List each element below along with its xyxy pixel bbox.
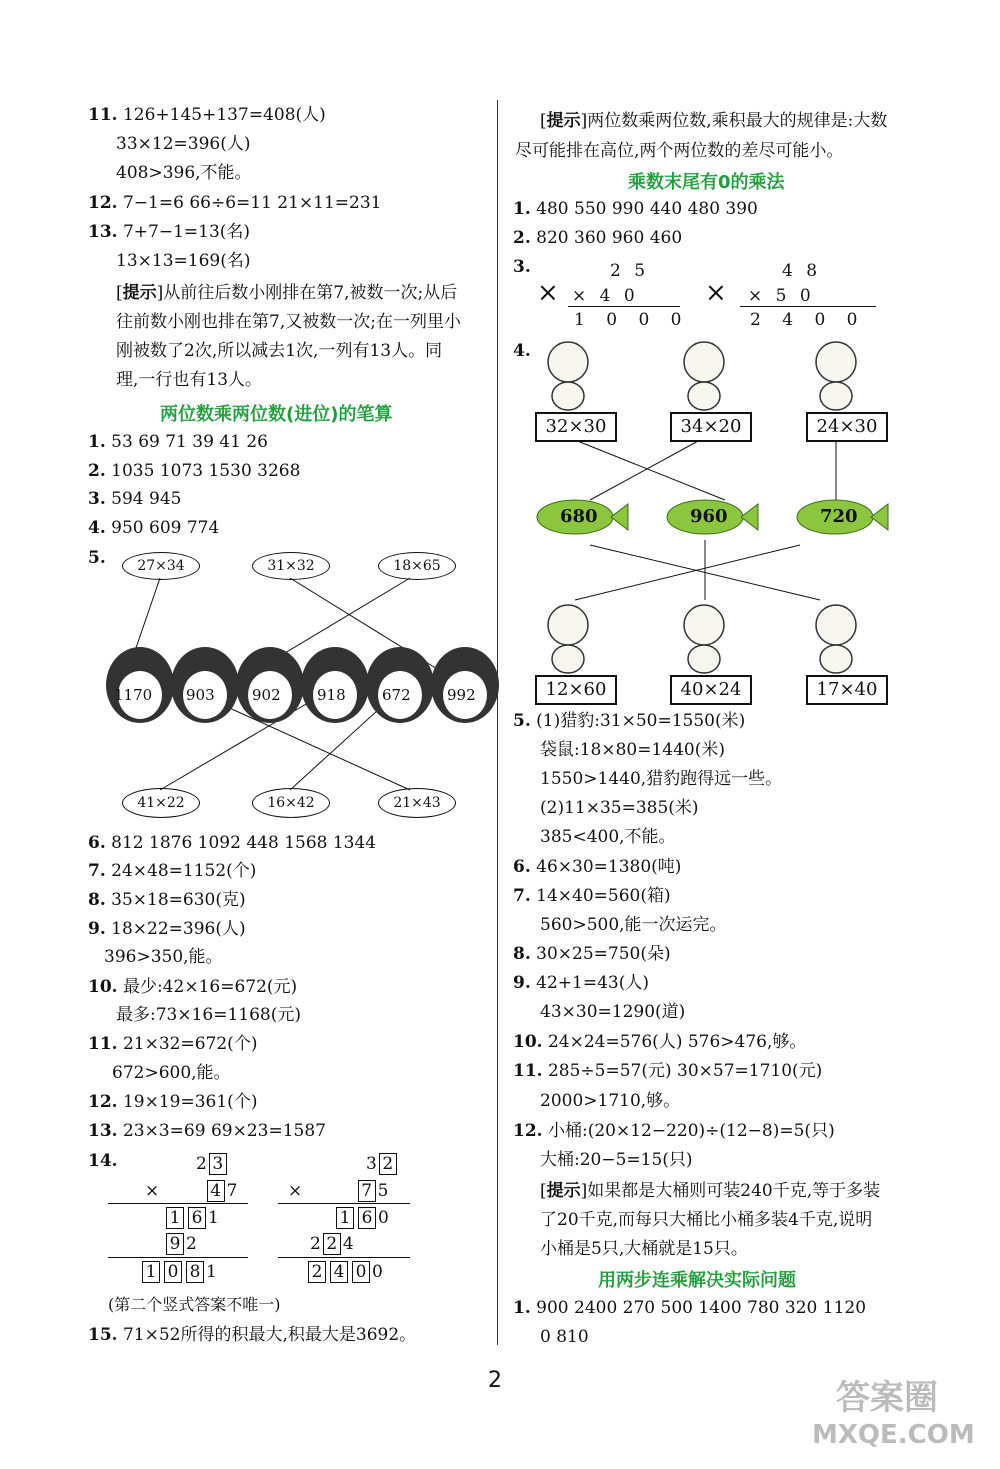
fish-value-1: 680	[560, 506, 598, 527]
calc1-p12: 1	[208, 1208, 219, 1228]
s1-q9-text2: 396>350,能。	[104, 947, 223, 967]
calc1-r3: 1	[206, 1262, 217, 1282]
s1-q2-num: 2.	[88, 461, 106, 481]
calc4-b: × 5 0	[748, 286, 815, 306]
s1-q3-num: 3.	[88, 489, 106, 509]
s1-q10-text2: 最多:73×16=1168(元)	[116, 1005, 302, 1025]
s1-q11-num: 11.	[88, 1034, 118, 1054]
calc2-r0: 2	[308, 1261, 326, 1283]
s2-q7-text2: 560>500,能一次运完。	[540, 915, 727, 935]
s3-q1-text2: 0 810	[540, 1327, 589, 1347]
tip12-line1: [提示]如果都是大桶则可装240千克,等于多装	[540, 1181, 881, 1201]
calc1-r1: 0	[164, 1261, 182, 1283]
s2-q11-text2: 2000>1710,够。	[540, 1091, 681, 1111]
oval-bottom-1: 41×22	[122, 788, 200, 818]
s2-q8	[513, 943, 671, 965]
watermark-url: MXQE.COM	[812, 1420, 975, 1450]
wrong-mark-1: ×	[537, 278, 559, 308]
cat-icons-bottom	[548, 605, 856, 673]
s1-q8-text: 35×18=630(克)	[111, 890, 246, 910]
oval-bottom-2: 16×42	[252, 788, 330, 818]
tip12-text1: 如果都是大桶则可装240千克,等于多装	[587, 1181, 881, 1201]
s1-q4-num: 4.	[88, 518, 106, 538]
calc1-b0: 4	[207, 1180, 225, 1202]
q13-text2: 13×13=169(名)	[116, 251, 251, 271]
s1-q14-num: 14.	[88, 1151, 118, 1171]
s2-q10-num: 10.	[513, 1032, 543, 1052]
oval-top-3: 18×65	[378, 552, 456, 580]
s1-q12-num: 12.	[88, 1092, 118, 1112]
s2-q9-text2: 43×30=1290(道)	[540, 1002, 686, 1022]
calc2-b0: 7	[358, 1180, 376, 1202]
s2-q1-num: 1.	[513, 199, 531, 219]
cat-top-box-2: 34×20	[670, 412, 752, 442]
tip13-text1: 从前往后数小刚排在第7,被数一次;从后	[163, 283, 458, 303]
s2-q5-text4: (2)11×35=385(米)	[540, 798, 699, 818]
s1-q2-text: 1035 1073 1530 3268	[111, 461, 301, 481]
s2-q9	[513, 972, 649, 994]
calc2-r3: 0	[372, 1262, 383, 1282]
calc1-r2: 8	[186, 1261, 204, 1283]
calc2-times: ×	[288, 1181, 303, 1201]
s2-q11-text: 285÷5=57(元) 30×57=1710(元)	[547, 1061, 823, 1081]
s2-q7-text: 14×40=560(箱)	[536, 886, 671, 906]
s2-q5-text5: 385<400,不能。	[540, 827, 676, 847]
q13-num: 13.	[88, 222, 118, 242]
q13-text1: 7+7−1=13(名)	[122, 222, 251, 242]
s2-q8-num: 8.	[513, 944, 531, 964]
page-number: 2	[488, 1368, 502, 1393]
tip13-text4: 理,一行也有13人。	[116, 370, 263, 390]
s2-q4-num: 4.	[513, 341, 531, 361]
section-heading-3: 用两步连乘解决实际问题	[598, 1270, 796, 1291]
calc2-r1: 4	[330, 1261, 348, 1283]
cat-bottom-box-3: 17×40	[806, 675, 888, 705]
calc2-p12: 0	[378, 1208, 389, 1228]
calc2-p10: 1	[336, 1207, 354, 1229]
tip0-line1: [提示]两位数乘两位数,乘积最大的规律是:大数	[540, 111, 888, 131]
s2-q3-num: 3.	[513, 257, 531, 277]
s1-q11-text2: 672>600,能。	[112, 1063, 231, 1083]
s2-q9-num: 9.	[513, 973, 531, 993]
calc4-a: 4 8	[782, 261, 822, 281]
cat-top-box-1: 32×30	[535, 412, 617, 442]
q12-text: 7−1=6 66÷6=11 21×11=231	[122, 193, 382, 213]
s2-q5-text: (1)猎豹:31×50=1550(米)	[536, 711, 746, 731]
calc2-p11: 6	[358, 1207, 376, 1229]
penguin-value-5: 672	[382, 686, 411, 704]
s1-q10-text: 最少:42×16=672(元)	[122, 977, 298, 997]
s1-q5-num: 5.	[88, 548, 106, 568]
s3-q1-num: 1.	[513, 1298, 531, 1318]
tip13-line1: [提示]从前往后数小刚排在第7,被数一次;从后	[116, 283, 458, 303]
s1-q13-text: 23×3=69 69×23=1587	[122, 1121, 326, 1141]
cat-bottom-box-2: 40×24	[670, 675, 752, 705]
s1-q7-num: 7.	[88, 861, 106, 881]
s1-q9-text: 18×22=396(人)	[111, 919, 246, 939]
calc3-r: 1 0 0 0	[574, 310, 690, 330]
s1-q13-num: 13.	[88, 1121, 118, 1141]
s1-q1-num: 1.	[88, 432, 106, 452]
s2-q6-num: 6.	[513, 857, 531, 877]
s2-q6-text: 46×30=1380(吨)	[536, 857, 682, 877]
oval-top-2: 31×32	[252, 552, 330, 580]
tip12-text2: 了20千克,而每只大桶比小桶多装4千克,说明	[540, 1210, 873, 1230]
s1-q6-text: 812 1876 1092 448 1568 1344	[111, 833, 377, 853]
calc1-p20: 9	[166, 1233, 184, 1255]
calc1-r0: 1	[142, 1261, 160, 1283]
calc2-r2: 0	[352, 1261, 370, 1283]
s2-q11-num: 11.	[513, 1061, 543, 1081]
s3-q1	[513, 1297, 866, 1319]
s1-q6-num: 6.	[88, 833, 106, 853]
calc3-a: 2 5	[610, 261, 650, 281]
s1-q15-num: 15.	[88, 1325, 118, 1345]
s3-q1-text: 900 2400 270 500 1400 780 320 1120	[536, 1298, 867, 1318]
s1-q10-num: 10.	[88, 977, 118, 997]
section-heading-2: 乘数末尾有0的乘法	[628, 172, 785, 193]
s2-q12	[513, 1120, 835, 1142]
calc2-p22: 4	[342, 1234, 354, 1254]
s2-q2-text: 820 360 960 460	[536, 228, 683, 248]
s2-q12-num: 12.	[513, 1121, 543, 1141]
tip13-text2: 往前数小刚也排在第7,又被数一次;在一列里小	[116, 312, 461, 332]
s2-q7-num: 7.	[513, 886, 531, 906]
penguin-value-1: 1170	[114, 686, 153, 704]
cat-top-box-3: 24×30	[806, 412, 888, 442]
s2-q10-text: 24×24=576(人) 576>476,够。	[547, 1032, 807, 1052]
q12-num: 12.	[88, 193, 118, 213]
calc1-times: ×	[145, 1181, 160, 1201]
penguin-value-6: 992	[447, 686, 476, 704]
s2-q11	[513, 1060, 822, 1082]
s2-q12-text: 小桶:(20×12−220)÷(12−8)=5(只)	[547, 1121, 835, 1141]
s1-q12-text: 19×19=361(个)	[122, 1092, 258, 1112]
tip12-text3: 小桶是5只,大桶就是15只。	[540, 1239, 748, 1259]
q11-text2: 33×12=396(人)	[116, 134, 251, 154]
tip0-text2: 尽可能排在高位,两个两位数的差尽可能小。	[515, 141, 844, 161]
calc3-b: × 4 0	[572, 286, 639, 306]
fish-value-2: 960	[690, 506, 728, 527]
s2-q10	[513, 1031, 806, 1053]
s1-q4-text: 950 609 774	[111, 518, 220, 538]
s2-q7	[513, 885, 671, 907]
q11-text3: 408>396,不能。	[116, 163, 252, 183]
section-heading-1: 两位数乘两位数(进位)的笔算	[160, 404, 393, 425]
calc2-p21: 2	[323, 1233, 341, 1255]
calc4-r: 2 4 0 0	[750, 310, 866, 330]
calc1-p10: 1	[166, 1207, 184, 1229]
calc1-a1: 3	[209, 1153, 227, 1175]
calc1-b1: 7	[226, 1181, 238, 1201]
calc2-b1: 5	[377, 1181, 389, 1201]
s2-q8-text: 30×25=750(朵)	[536, 944, 671, 964]
penguin-value-4: 918	[317, 686, 346, 704]
tip13-text3: 刚被数了2次,所以减去1次,一列有13人。同	[116, 341, 443, 361]
s1-q11-text: 21×32=672(个)	[122, 1034, 258, 1054]
calc1-p11: 6	[188, 1207, 206, 1229]
s1-q1-text: 53 69 71 39 41 26	[111, 432, 268, 452]
s2-q5-num: 5.	[513, 711, 531, 731]
calc2-a1: 2	[379, 1153, 397, 1175]
s2-q5	[513, 710, 745, 732]
tip0-text1: 两位数乘两位数,乘积最大的规律是:大数	[587, 111, 888, 131]
s2-q5-text2: 袋鼠:18×80=1440(米)	[540, 740, 726, 760]
s2-q1-text: 480 550 990 440 480 390	[536, 199, 758, 219]
cat-icons-top	[548, 342, 856, 410]
watermark-logo: 答案圈	[836, 1378, 938, 1418]
tip12-label: 提示	[546, 1181, 581, 1201]
oval-bottom-3: 21×43	[378, 788, 456, 818]
s1-q15-text: 71×52所得的积最大,积最大是3692。	[122, 1325, 417, 1345]
s1-q7-text: 24×48=1152(个)	[111, 861, 257, 881]
calc1-p21: 2	[186, 1234, 197, 1254]
penguin-value-2: 903	[186, 686, 215, 704]
s1-q9-num: 9.	[88, 919, 106, 939]
wrong-mark-2: ×	[705, 278, 727, 308]
q11-num: 11.	[88, 105, 118, 125]
note-14: (第二个竖式答案不唯一)	[108, 1295, 281, 1314]
oval-top-1: 27×34	[122, 552, 200, 580]
s1-q8-num: 8.	[88, 890, 106, 910]
s2-q5-text3: 1550>1440,猎豹跑得远一些。	[540, 769, 783, 789]
tip13-label: 提示	[122, 283, 157, 303]
s2-q2-num: 2.	[513, 228, 531, 248]
fish-value-3: 720	[820, 506, 858, 527]
calc1-a0: 2	[196, 1154, 207, 1174]
penguin-value-3: 902	[252, 686, 281, 704]
s2-q9-text: 42+1=43(人)	[536, 973, 649, 993]
s2-q6	[513, 856, 681, 878]
calc2-p20: 2	[310, 1234, 321, 1254]
tip0-label: 提示	[546, 111, 581, 131]
q11-text1: 126+145+137=408(人)	[122, 105, 326, 125]
cat-bottom-box-1: 12×60	[535, 675, 617, 705]
s1-q3-text: 594 945	[111, 489, 182, 509]
s2-q12-text2: 大桶:20−5=15(只)	[540, 1150, 693, 1170]
calc2-a0: 3	[366, 1154, 377, 1174]
